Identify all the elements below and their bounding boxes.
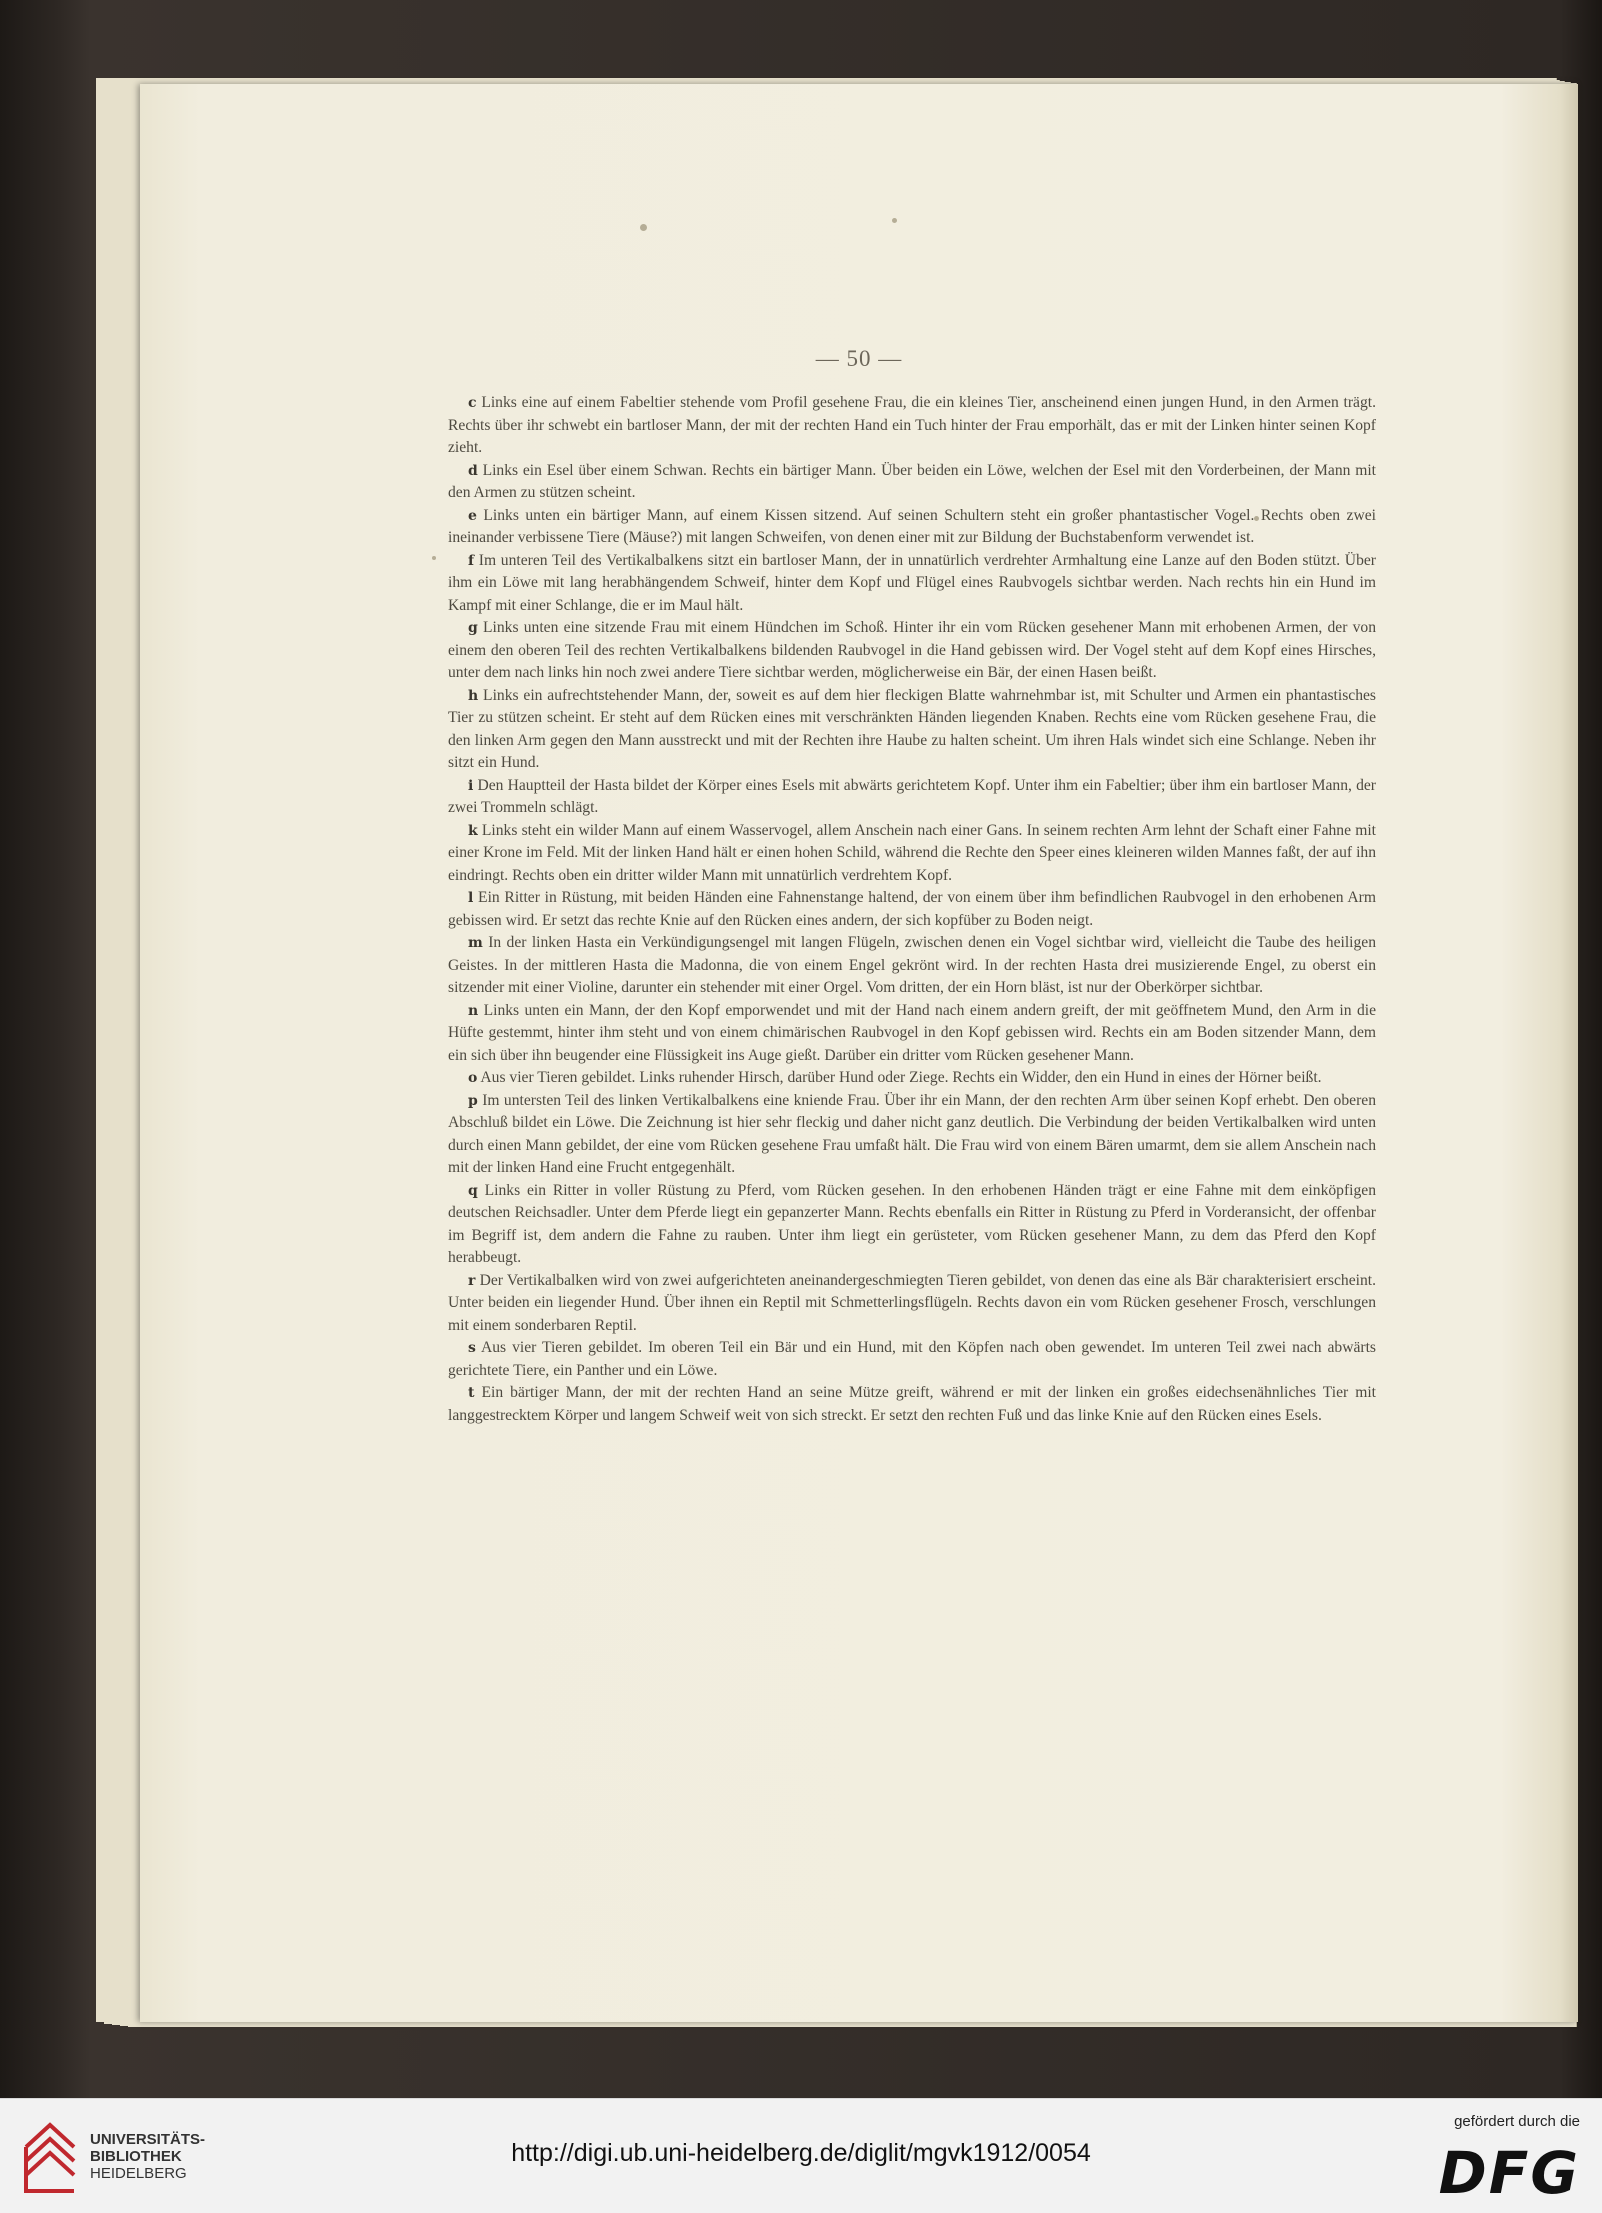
description-text: Links ein Ritter in voller Rüstung zu Pferd, vom Rücken gesehen. In den erhobenen Händen trägt er eine Fahne mit dem einköpfigen deutschen Reichsadler. Unter dem Pferde liegt ein gepanzerter Mann. Rechts ebenfalls ein Ritter in Rüstung zu Pferd in Vorderansicht, der offenbar im Begriff ist, dem andern die Fahne zu rauben. Unter ihm liegt ein gerüsteter, vom Rücken gesehener Mann, zu dem das Pferd den Kopf herabbeugt. (448, 1181, 1376, 1266)
letter-description (448, 1180, 1376, 1270)
paper-spot (432, 556, 436, 560)
letter-description (448, 887, 1376, 932)
permalink-url[interactable]: http://digi.ub.uni-heidelberg.de/diglit/mgvk1912/0054 (511, 2139, 1091, 2167)
letter-initial: d (468, 462, 478, 479)
letter-description (448, 1382, 1376, 1427)
description-text: Links ein Esel über einem Schwan. Rechts ein bärtiger Mann. Über beiden ein Löwe, welchen der Esel mit den Vorderbeinen, der Mann mit den Armen zu stützen scheint. (448, 461, 1376, 501)
description-text: Ein Ritter in Rüstung, mit beiden Händen eine Fahnenstange haltend, der von einem über ihm befindlichen Raubvogel in den erhobenen Arm gebissen wird. Er setzt das rechte Knie auf den Rücken eines andern, der sich kopfüber zu Boden neigt. (448, 889, 1376, 929)
funded-by-label: gefördert durch die (1454, 2113, 1580, 2130)
letter-initial: g (468, 620, 478, 636)
letter-initial: n (468, 1002, 479, 1019)
description-text: Links steht ein wilder Mann auf einem Wasservogel, allem Anschein nach einer Gans. In seinem rechten Arm lehnt der Schaft einer Fahne mit einer Krone im Feld. Mit der linken Hand hält er einen hohen Schild, während die Rechte den Speer eines kleineren wilden Mannes faßt, der auf ihn eindringt. Rechts oben ein dritter wilder Mann mit unnatürlich verdrehtem Kopf. (448, 821, 1376, 884)
letter-description (448, 1337, 1376, 1382)
letter-description (448, 1090, 1376, 1180)
letter-description (448, 505, 1376, 550)
letter-description (448, 775, 1376, 820)
letter-initial: q (468, 1182, 478, 1199)
letter-initial: p (468, 1092, 478, 1109)
description-text: In der linken Hasta ein Verkündigungsengel mit langen Flügeln, zwischen denen ein Vogel sichtbar wird, vielleicht die Taube des heiligen Geistes. In der mittleren Hasta die Madonna, die von einem Engel gekrönt wird. In der rechten Hasta drei musizierende Engel, zu oberst ein sitzender mit einer Violine, darunter ein stehender mit einer Orgel. Vom dritten, der ein Horn bläst, ist nur der Oberkörper sichtbar. (448, 934, 1376, 996)
page-number: — 50 — (815, 346, 903, 371)
description-text: Ein bärtiger Mann, der mit der rechten Hand an seine Mütze greift, während er mit der linken ein großes eidechsenähnliches Tier mit langgestrecktem Körper und langem Schweif weit von sich streckt. Er setzt den rechten Fuß und das linke Knie auf den Rücken eines Esels. (448, 1384, 1376, 1424)
letter-initial: o (468, 1070, 478, 1086)
paper-spot (640, 224, 647, 231)
book-page (140, 84, 1578, 2022)
letter-description (448, 1270, 1376, 1338)
letter-initial: s (468, 1340, 476, 1356)
viewer-footer (0, 2098, 1602, 2213)
description-text: Links unten ein Mann, der den Kopf emporwendet und mit der Hand nach einem andern greift, der mit geöffnetem Mund, den Arm in die Hüfte gestemmt, hinter ihm steht und von einem chimärischen Raubvogel in den Kopf gebissen wird. Rechts ein am Boden sitzender Mann, dem ein sich über ihn beugender eine Flüssigkeit ins Auge gießt. Darüber ein dritter vom Rücken gesehener Mann. (448, 1001, 1377, 1064)
description-text: Aus vier Tieren gebildet. Im oberen Teil ein Bär und ein Hund, mit den Köpfen nach oben gewendet. Im unteren Teil zwei nach abwärts gerichtete Tiere, ein Panther und ein Löwe. (448, 1339, 1376, 1379)
description-text: Aus vier Tieren gebildet. Links ruhender Hirsch, darüber Hund oder Ziege. Rechts ein Widder, den ein Hund in eines der Hörner beißt. (480, 1069, 1322, 1086)
letter-description (448, 685, 1376, 775)
letter-description (448, 1067, 1376, 1090)
letter-initial: t (468, 1385, 475, 1401)
description-text: Im untersten Teil des linken Vertikalbalkens eine kniende Frau. Über ihr ein Mann, der den rechten Arm über seinen Kopf erhebt. Den oberen Abschluß bildet ein Löwe. Die Zeichnung ist hier sehr fleckig und daher nicht ganz deutlich. Die Verbindung der beiden Vertikalbalken wird unten durch einen Mann gebildet, der eine vom Rücken gesehene Frau umfaßt hält. Die Frau wird von einem Bären umarmt, dem sie allem Anschein nach mit der linken Hand eine Frucht entgegenhält. (448, 1091, 1376, 1176)
paper-spot (892, 218, 897, 223)
letter-description (448, 550, 1376, 618)
letter-initial: c (468, 395, 477, 411)
letter-initial: r (468, 1272, 476, 1289)
description-text: Links ein aufrechtstehender Mann, der, soweit es auf dem hier fleckigen Blatte wahrnehmbar ist, mit Schulter und Armen ein phantastisches Tier zu stützen scheint. Er steht auf dem Rücken eines mit verschränkten Händen liegenden Knaben. Rechts eine vom Rücken gesehene Frau, die den linken Arm gegen den Mann ausstreckt und mit der Rechten ihre Haube zu halten scheint. Um ihren Hals windet sich eine Schlange. Neben ihr sitzt ein Hund. (448, 686, 1377, 771)
library-name: UNIVERSITÄTS- BIBLIOTHEK HEIDELBERG (90, 2131, 206, 2182)
letter-description (448, 820, 1376, 888)
description-text: Im unteren Teil des Vertikalbalkens sitzt ein bartloser Mann, der in unnatürlich verdrehter Armhaltung eine Lanze auf den Boden stützt. Über ihm ein Löwe mit lang herabhängendem Schweif, hinter dem Kopf und Flügel eines Raubvogels sichtbar werden. Nach rechts hin ein Hund im Kampf mit einer Schlange, die er im Maul hält. (448, 551, 1376, 614)
letter-description (448, 617, 1376, 685)
letter-description (448, 392, 1376, 460)
letter-initial: f (468, 552, 475, 569)
description-text: Links unten eine sitzende Frau mit einem Hündchen im Schoß. Hinter ihr ein vom Rücken gesehener Mann mit erhobenen Armen, der von einem den oberen Teil des rechten Vertikalbalkens bildenden Raubvogel in die Hand gebissen wird. Der Vogel steht auf dem Kopf eines Hirsches, unter dem nach links hin noch zwei andere Tiere sichtbar werden, möglicherweise ein Bär, der einen Hasen beißt. (448, 619, 1376, 681)
letter-initial: h (468, 687, 479, 704)
letter-initial: i (468, 777, 474, 794)
letter-initial: k (468, 822, 478, 839)
description-text: Den Hauptteil der Hasta bildet der Körper eines Esels mit abwärts gerichtetem Kopf. Unter ihm ein Fabeltier; über ihm ein bartloser Mann, der zwei Trommeln schlägt. (448, 776, 1376, 816)
letter-initial: l (468, 890, 474, 906)
description-text: Der Vertikalbalken wird von zwei aufgerichteten aneinandergeschmiegten Tieren gebildet, von denen das eine als Bär charakterisiert erscheint. Unter beiden ein liegender Hund. Über ihnen ein Reptil mit Schmetterlingsflügeln. Rechts davon ein vom Rücken gesehener Frosch, verschlungen mit einem sonderbaren Reptil. (448, 1271, 1376, 1334)
letter-description (448, 932, 1376, 1000)
letter-description (448, 460, 1376, 505)
description-text: Links unten ein bärtiger Mann, auf einem Kissen sitzend. Auf seinen Schultern steht ein großer phantastischer Vogel. Rechts oben zwei ineinander verbissene Tiere (Mäuse?) mit langen Schweifen, von denen einer mit zur Bildung der Buchstabenform verwendet ist. (448, 506, 1376, 546)
letter-initial: m (468, 935, 483, 951)
dfg-logo: DFG (1438, 2139, 1580, 2207)
description-text: Links eine auf einem Fabeltier stehende vom Profil gesehene Frau, die ein kleines Tier, anscheinend einen jungen Hund, in den Armen trägt. Rechts über ihr schwebt ein bartloser Mann, der mit der rechten Hand ein Tuch hinter der Frau emporhält, das er mit der Linken hinter seinen Kopf zieht. (448, 394, 1376, 456)
letter-description (448, 1000, 1376, 1068)
letter-initial: e (468, 507, 477, 524)
page-text (448, 392, 1376, 1427)
